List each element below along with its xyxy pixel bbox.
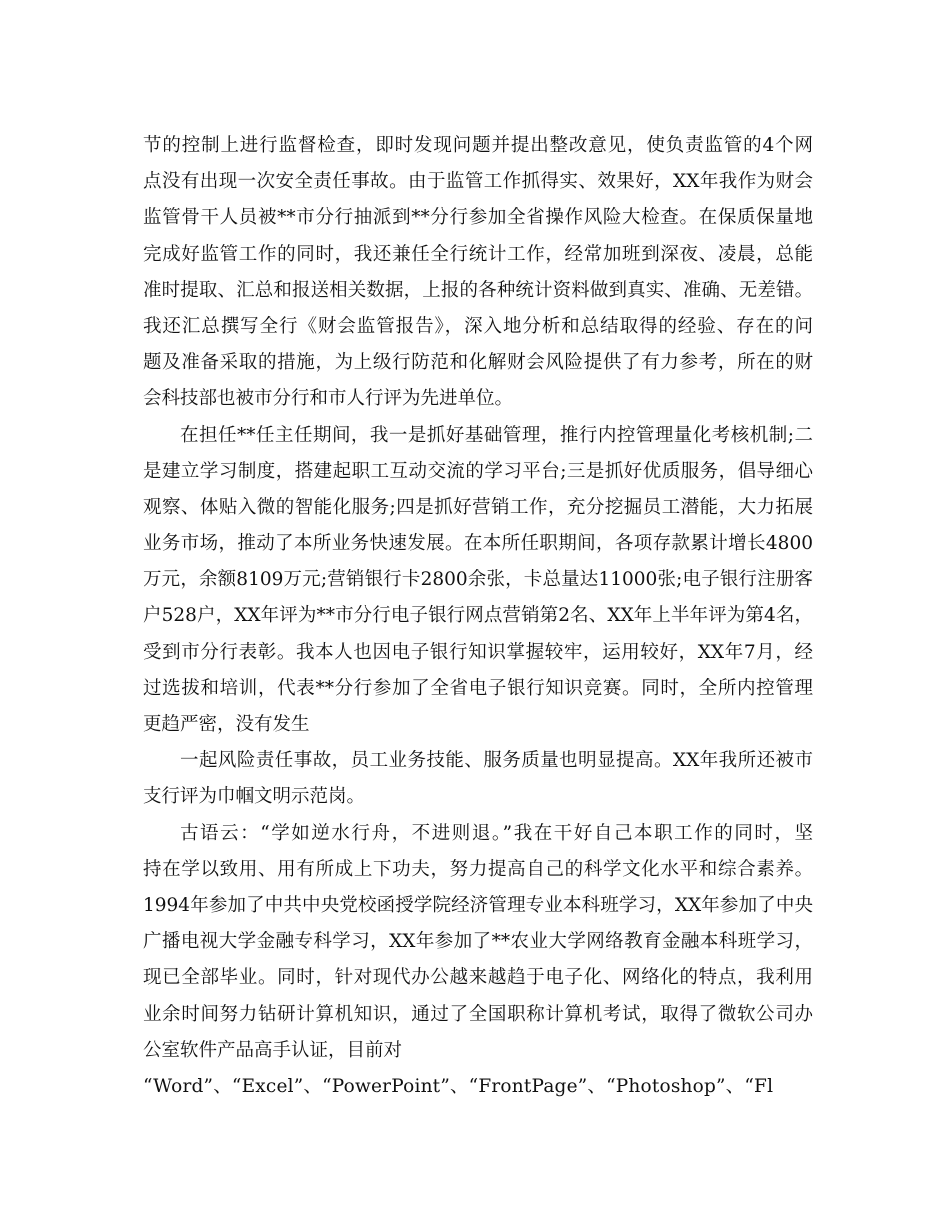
document-body [143,128,813,1105]
text-line: 万元，余额8109万元;营销银行卡2800余张，卡总量达11000张;电子银行注册客 [143,569,813,591]
paragraph-first-line: 古语云：“学如逆水行舟，不进则退。”我在干好自己本职工作的同时，坚 [180,822,813,844]
text-line: 完成好监管工作的同时，我还兼任全行统计工作，经常加班到深夜、凌晨，总能 [143,243,813,265]
text-line: 观察、体贴入微的智能化服务;四是抓好营销工作，充分挖掘员工潜能，大力拓展 [143,496,813,518]
text-line: “Word”、“Excel”、“PowerPoint”、“FrontPage”、“Photoshop”、“Fl [143,1075,774,1097]
text-line: 更趋严密，没有发生 [143,714,310,735]
text-line: 节的控制上进行监督检查，即时发现问题并提出整改意见，使负责监管的4个网 [143,135,813,156]
text-line: 会科技部也被市分行和市人行评为先进单位。 [143,388,514,410]
text-line: 业务市场，推动了本所业务快速发展。在本所任职期间，各项存款累计增长4800 [143,533,813,555]
paragraph-first-line: 在担任**任主任期间，我一是抓好基础管理，推行内控管理量化考核机制;二 [180,424,813,446]
text-line: 过选拔和培训，代表**分行参加了全省电子银行知识竞赛。同时，全所内控管理 [143,677,813,699]
text-line: 现已全部毕业。同时，针对现代办公越来越趋于电子化、网络化的特点，我利用 [143,967,813,989]
text-line: 广播电视大学金融专科学习，XX年参加了**农业大学网络教育金融本科班学习， [143,931,813,953]
text-line: 点没有出现一次安全责任事故。由于监管工作抓得实、效果好，XX年我作为财会 [143,171,813,193]
text-line: 支行评为巾帼文明示范岗。 [143,786,366,808]
text-line: 受到市分行表彰。我本人也因电子银行知识掌握较牢，运用较好，XX年7月，经 [143,641,813,663]
text-line: 准时提取、汇总和报送相关数据，上报的各种统计资料做到真实、准确、无差错。 [143,279,813,301]
text-line: 我还汇总撰写全行《财会监管报告》，深入地分析和总结取得的经验、存在的问 [143,315,813,337]
text-line: 监管骨干人员被**市分行抽派到**分行参加全省操作风险大检查。在保质保量地 [143,207,813,229]
text-line: 户528户，XX年评为**市分行电子银行网点营销第2名、XX年上半年评为第4名， [143,605,813,627]
paragraph-first-line: 一起风险责任事故，员工业务技能、服务质量也明显提高。XX年我所还被市 [180,750,813,772]
text-line: 1994年参加了中共中央党校函授学院经济管理专业本科班学习，XX年参加了中央 [143,894,813,916]
text-line: 公室软件产品高手认证，目前对 [143,1039,403,1061]
text-line: 业余时间努力钻研计算机知识，通过了全国职称计算机考试，取得了微软公司办 [143,1003,813,1025]
text-line: 是建立学习制度，搭建起职工互动交流的学习平台;三是抓好优质服务，倡导细心 [143,460,813,482]
text-line: 持在学以致用、用有所成上下功夫，努力提高自己的科学文化水平和综合素养。 [143,858,813,880]
text-line: 题及准备采取的措施，为上级行防范和化解财会风险提供了有力参考，所在的财 [143,352,813,374]
